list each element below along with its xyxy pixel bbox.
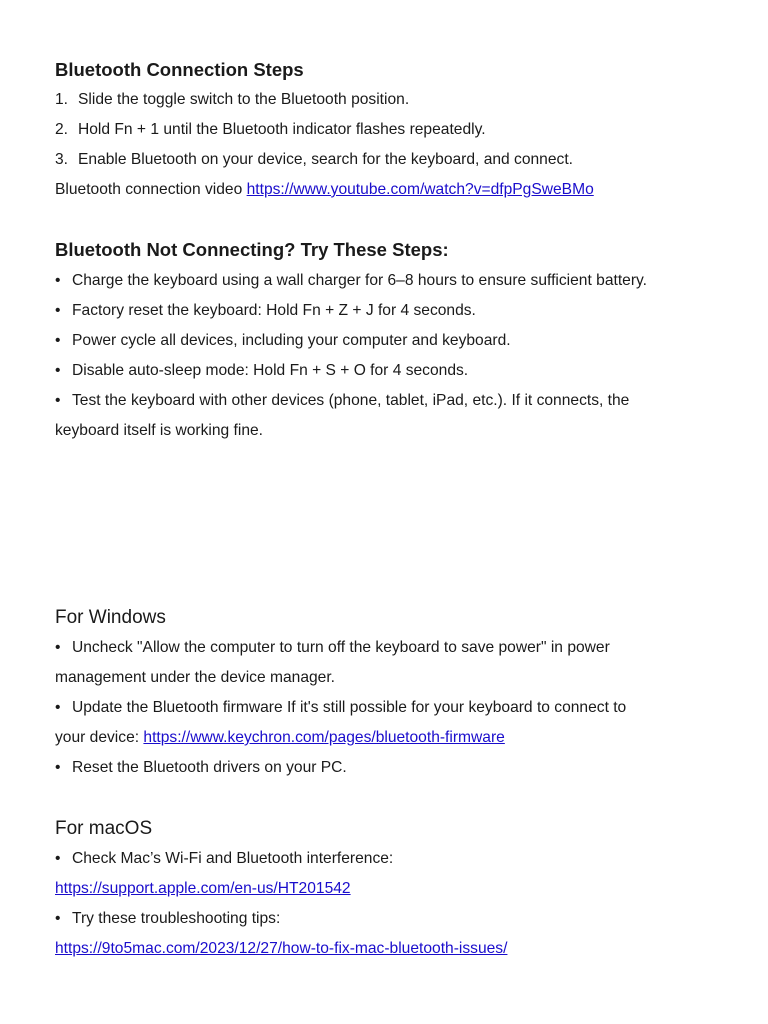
windows-section [55,607,745,629]
list-item-continuation: keyboard itself is working fine. [55,422,264,439]
step-text: Slide the toggle switch to the Bluetooth position. [78,91,410,108]
step-number: 2. [55,121,69,138]
step-number: 1. [55,91,69,108]
troubleshooting-list [55,266,745,446]
item-text: Update the Bluetooth firmware If it's still possible for your keyboard to connect to [72,699,627,716]
item-text: Try these troubleshooting tips: [72,910,281,927]
list-item [55,904,745,934]
list-item [55,115,745,145]
item-text: Charge the keyboard using a wall charger for 6–8 hours to ensure sufficient battery. [72,272,647,289]
bullet: • [55,362,61,379]
step-text: Hold Fn + 1 until the Bluetooth indicator flashes repeatedly. [78,121,486,138]
bullet: • [55,332,61,349]
apple-support-link[interactable]: https://support.apple.com/en-us/HT201542 [55,880,351,897]
section-heading: Bluetooth Connection Steps [55,59,304,80]
bullet: • [55,910,61,927]
bluetooth-connection-section [55,59,745,81]
list-item [55,633,745,663]
troubleshooting-link[interactable]: https://9to5mac.com/2023/12/27/how-to-fix-mac-bluetooth-issues/ [55,940,508,957]
section-heading: For macOS [55,818,153,839]
step-text: Enable Bluetooth on your device, search for the keyboard, and connect. [78,151,573,168]
youtube-video-link[interactable]: https://www.youtube.com/watch?v=dfpPgSweBMo [246,181,594,198]
item-text: Reset the Bluetooth drivers on your PC. [72,759,347,776]
list-item [55,693,745,723]
list-item-continuation [55,874,745,904]
item-text: Test the keyboard with other devices (phone, tablet, iPad, etc.). If it connects, the [72,392,630,409]
section-heading: For Windows [55,607,166,628]
bullet: • [55,639,61,656]
bullet: • [55,392,61,409]
item-text: Factory reset the keyboard: Hold Fn + Z + J for 4 seconds. [72,302,476,319]
list-item [55,844,745,874]
item-text: Power cycle all devices, including your computer and keyboard. [72,332,511,349]
bullet: • [55,272,61,289]
section-heading: Bluetooth Not Connecting? Try These Steps: [55,239,449,260]
item-text: Disable auto-sleep mode: Hold Fn + S + O for 4 seconds. [72,362,469,379]
list-item [55,85,745,115]
list-item [55,326,745,356]
windows-list [55,633,745,783]
list-item [55,296,745,326]
item-text: your device: [55,729,144,746]
troubleshooting-section [55,239,745,261]
list-item-continuation: management under the device manager. [55,669,336,686]
list-item [55,266,745,296]
list-item [55,356,745,386]
list-item [55,753,745,783]
step-number: 3. [55,151,69,168]
video-label: Bluetooth connection video [55,181,247,198]
item-text: Uncheck "Allow the computer to turn off the keyboard to save power" in power [72,639,610,656]
macos-section [55,818,745,840]
bullet: • [55,302,61,319]
bullet: • [55,759,61,776]
list-item [55,386,745,416]
list-item-continuation [55,934,745,964]
video-line [55,175,745,205]
firmware-link[interactable]: https://www.keychron.com/pages/bluetooth-firmware [143,729,505,746]
connection-steps-list [55,85,745,205]
bullet: • [55,699,61,716]
bullet: • [55,850,61,867]
list-item [55,145,745,175]
list-item-continuation [55,723,745,753]
macos-list [55,844,745,964]
item-text: Check Mac’s Wi-Fi and Bluetooth interference: [72,850,394,867]
